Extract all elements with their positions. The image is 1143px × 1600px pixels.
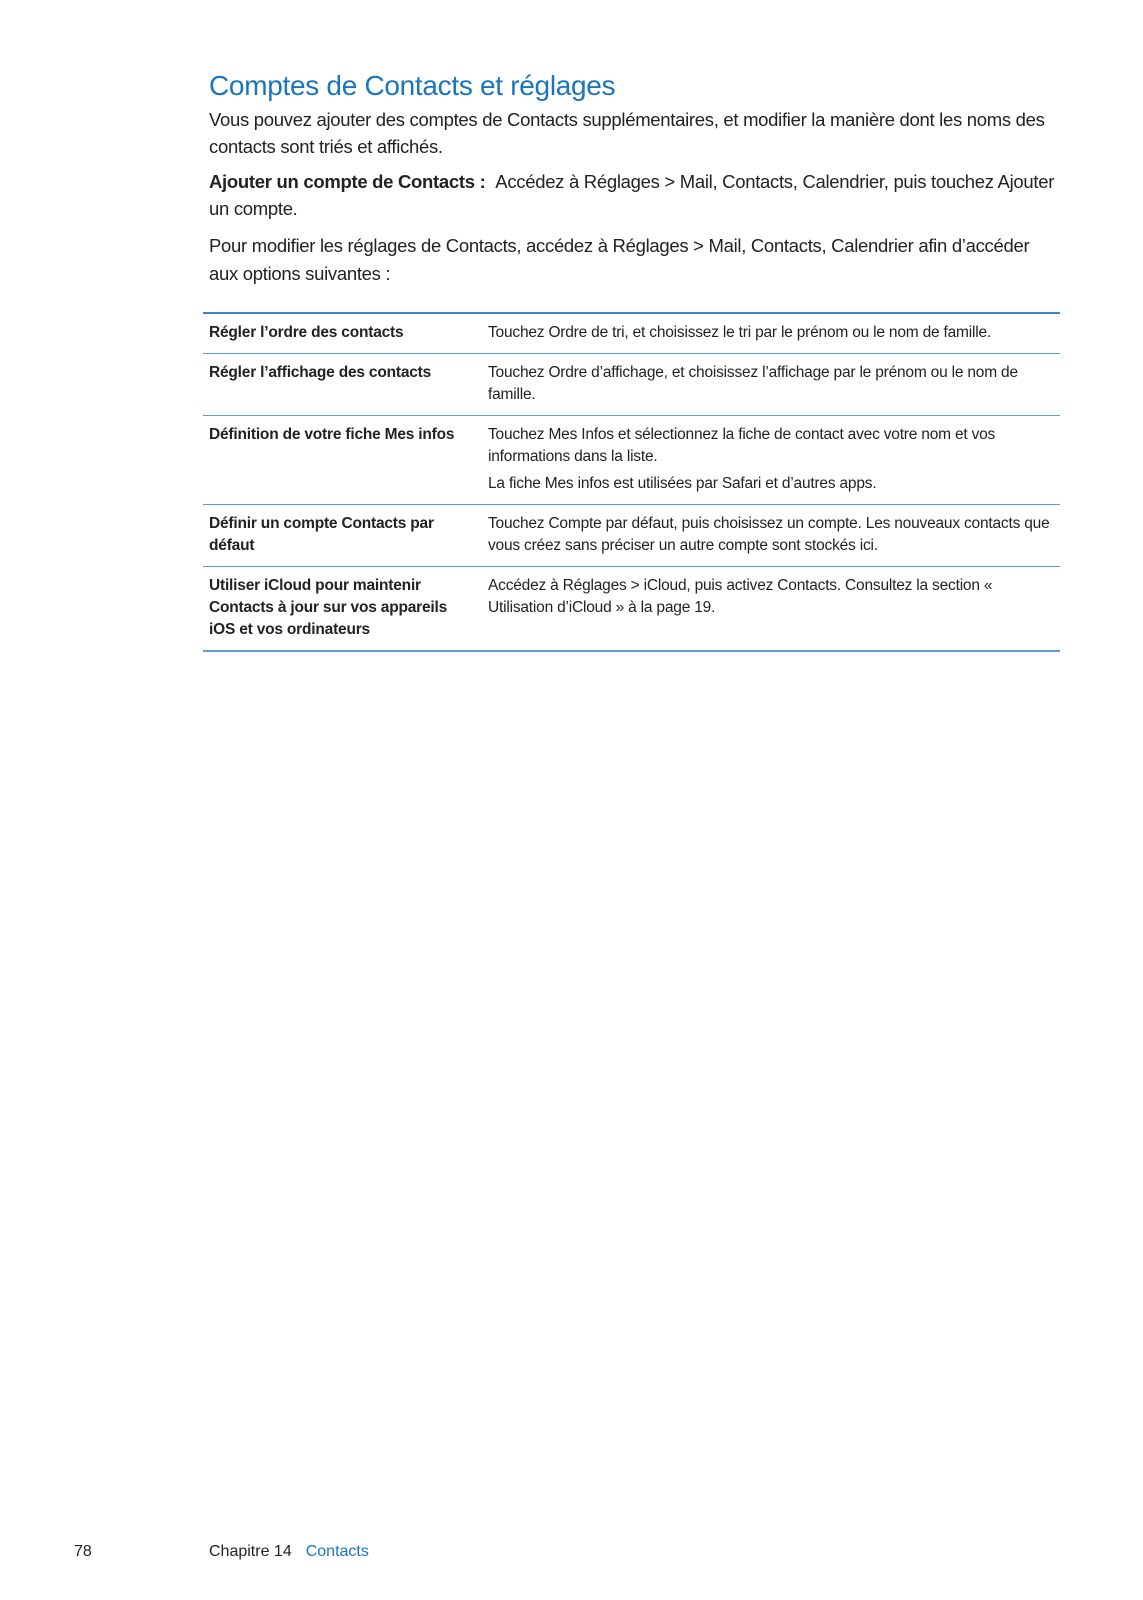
chapter-label: Chapitre 14 [209,1543,292,1560]
page-content [209,68,1059,288]
task-text: Accédez à Réglages > Mail, Contacts, Calendrier, puis touchez Ajouter un compte. [209,171,1055,219]
table-row [203,505,1060,567]
options-table [203,312,1060,652]
option-description [488,322,1060,344]
option-description [488,575,1060,641]
option-description [488,362,1060,406]
option-label: Régler l’ordre des contacts [209,324,404,341]
options-intro-paragraph: Pour modifier les réglages de Contacts, accédez à Réglages > Mail, Contacts, Calendrier afin d’accéder aux options suivantes : [209,235,1030,284]
option-label: Régler l’affichage des contacts [209,364,432,381]
chapter-reference [209,1542,369,1562]
option-text: Accédez à Réglages > iCloud, puis activez Contacts. Consultez la section « Utilisation d’iCloud » à la page 19. [488,577,993,616]
task-label: Ajouter un compte de Contacts : [209,171,486,192]
option-description [488,513,1060,557]
task-paragraph [209,168,1059,222]
section-title: Comptes de Contacts et réglages [209,70,616,101]
option-label: Définition de votre fiche Mes infos [209,426,455,443]
option-text: Touchez Mes Infos et sélectionnez la fiche de contact avec votre nom et vos informations dans la liste. [488,426,996,465]
option-label: Définir un compte Contacts par défaut [209,515,434,554]
option-text: Touchez Ordre de tri, et choisissez le tri par le prénom ou le nom de famille. [488,324,992,341]
table-row [203,416,1060,505]
table-row [203,314,1060,354]
chapter-name-link[interactable]: Contacts [305,1543,369,1560]
table-row [203,567,1060,652]
option-text: La fiche Mes infos est utilisées par Safari et d’autres apps. [488,475,877,492]
table-row [203,354,1060,416]
option-text: Touchez Compte par défaut, puis choisissez un compte. Les nouveaux contacts que vous créez sans préciser un autre compte sont stockés ici. [488,515,1050,554]
option-label: Utiliser iCloud pour maintenir Contacts à jour sur vos appareils iOS et vos ordinateurs [209,577,448,638]
intro-paragraph: Vous pouvez ajouter des comptes de Contacts supplémentaires, et modifier la manière dont les noms des contacts sont triés et affichés. [209,109,1045,157]
option-text: Touchez Ordre d’affichage, et choisissez l’affichage par le prénom ou le nom de famille. [488,364,1018,403]
page-number: 78 [74,1543,92,1560]
option-description [488,424,1060,495]
